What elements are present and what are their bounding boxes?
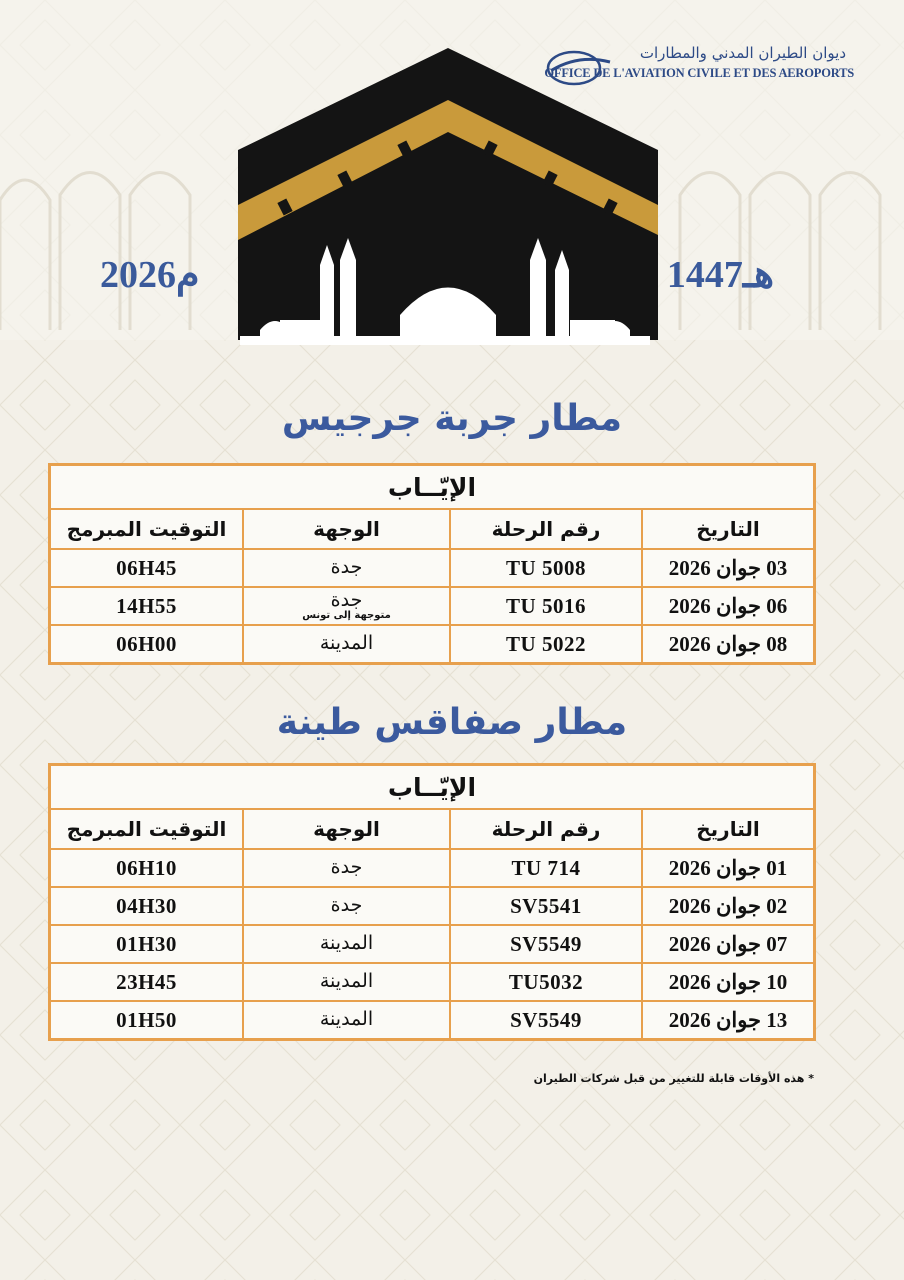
- table-row: [50, 925, 815, 963]
- table-row: [50, 549, 815, 587]
- header-time: التوقيت المبرمج: [50, 509, 244, 549]
- cell-time: 23H45: [50, 963, 244, 1001]
- header-flight: رقم الرحلة: [450, 809, 642, 849]
- cell-flight: TU 714: [450, 849, 642, 887]
- cell-date: 03 جوان 2026: [642, 549, 815, 587]
- airport-title-djerba: مطار جربة جرجيس: [281, 398, 623, 439]
- cell-flight: SV5541: [450, 887, 642, 925]
- airport-title-sfax: مطار صفاقس طينة: [276, 702, 628, 743]
- cell-time: 04H30: [50, 887, 244, 925]
- table-row: [50, 849, 815, 887]
- cell-time: 06H00: [50, 625, 244, 664]
- cell-flight: SV5549: [450, 925, 642, 963]
- logo-arabic-text: ديوان الطيران المدني والمطارات: [639, 44, 846, 62]
- header-destination: الوجهة: [243, 809, 450, 849]
- cell-date: 07 جوان 2026: [642, 925, 815, 963]
- cell-flight: TU 5016: [450, 587, 642, 625]
- section-heading: الإيّــاب: [50, 465, 815, 510]
- cell-date: 02 جوان 2026: [642, 887, 815, 925]
- cell-date: 08 جوان 2026: [642, 625, 815, 664]
- schedule-table-sfax: [48, 763, 816, 1041]
- destination-note: متوجهة إلى تونس: [302, 609, 391, 621]
- gregorian-year: 2026م: [100, 254, 200, 296]
- cell-time: 14H55: [50, 587, 244, 625]
- cell-time: 06H10: [50, 849, 244, 887]
- cell-destination: المدينة: [243, 925, 450, 963]
- schedule-table-djerba: [48, 463, 816, 665]
- header-destination: الوجهة: [243, 509, 450, 549]
- destination-name: جدة: [330, 588, 363, 611]
- cell-flight: TU 5008: [450, 549, 642, 587]
- cell-flight: TU5032: [450, 963, 642, 1001]
- header-date: التاريخ: [642, 809, 815, 849]
- cell-time: 01H50: [50, 1001, 244, 1040]
- table-row: [50, 887, 815, 925]
- cell-destination: جدة: [243, 887, 450, 925]
- logo-french-text: OFFICE DE L'AVIATION CIVILE ET DES AEROPORTS: [544, 66, 854, 80]
- table-row: [50, 963, 815, 1001]
- cell-flight: SV5549: [450, 1001, 642, 1040]
- cell-flight: TU 5022: [450, 625, 642, 664]
- cell-destination: المدينة: [243, 1001, 450, 1040]
- header-date: التاريخ: [642, 509, 815, 549]
- cell-time: 06H45: [50, 549, 244, 587]
- cell-destination: المدينة: [243, 963, 450, 1001]
- cell-date: 10 جوان 2026: [642, 963, 815, 1001]
- cell-destination: المدينة: [243, 625, 450, 664]
- cell-date: 13 جوان 2026: [642, 1001, 815, 1040]
- header-flight: رقم الرحلة: [450, 509, 642, 549]
- section-heading: الإيّــاب: [50, 765, 815, 810]
- cell-destination: جدة: [243, 549, 450, 587]
- table-row: [50, 587, 815, 625]
- header-time: التوقيت المبرمج: [50, 809, 244, 849]
- table-row: [50, 1001, 815, 1040]
- cell-destination: [243, 587, 450, 625]
- cell-destination: جدة: [243, 849, 450, 887]
- cell-date: 01 جوان 2026: [642, 849, 815, 887]
- table-row: [50, 625, 815, 664]
- footnote: * هذه الأوقات قابلة للتغيير من قبل شركات الطيران: [533, 1072, 814, 1085]
- cell-date: 06 جوان 2026: [642, 587, 815, 625]
- hijri-year: 1447هـ: [666, 254, 774, 296]
- kaaba-illustration: [220, 40, 670, 345]
- cell-time: 01H30: [50, 925, 244, 963]
